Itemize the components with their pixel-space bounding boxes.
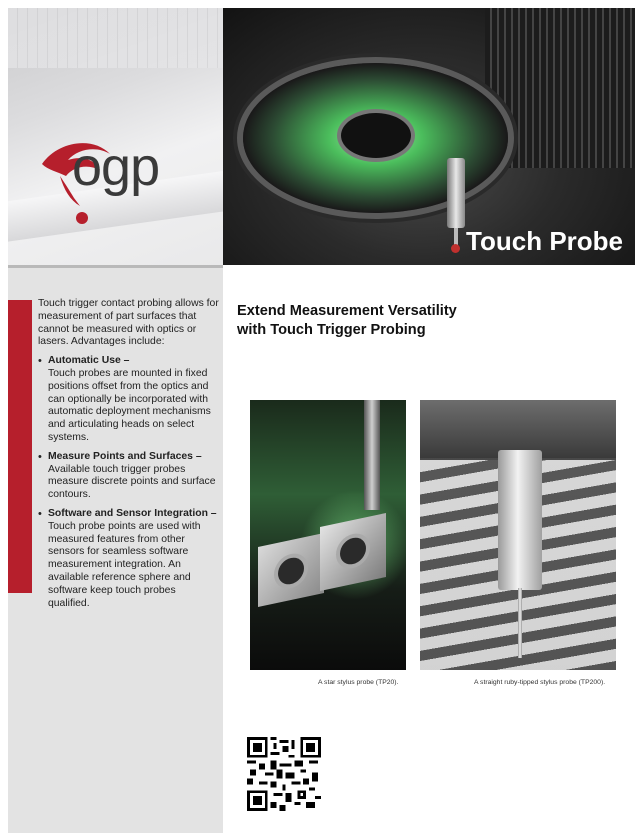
- header-banner: [8, 8, 635, 265]
- probe-stylus: [518, 588, 522, 658]
- list-item-title: • Software and Sensor Integration –: [48, 507, 217, 519]
- list-item: [38, 508, 220, 610]
- figure-caption: A star stylus probe (TP20).: [318, 679, 399, 686]
- accent-bar: [8, 300, 32, 593]
- section-headline: [237, 302, 597, 340]
- page-title: Touch Probe: [466, 226, 623, 256]
- probe-stem: [364, 400, 380, 510]
- figure-caption: A straight ruby-tipped stylus probe (TP200).: [474, 679, 606, 686]
- list-item: [38, 355, 220, 445]
- workpiece-bore: [278, 555, 304, 587]
- sidebar-text: [38, 298, 220, 616]
- figure-straight-stylus-probe: [420, 400, 616, 670]
- list-item-text: Touch probes are mounted in fixed positions offset from the optics and can optionally be incorporated with automatic deployment mechanisms and articulating heads on select systems.: [48, 367, 211, 443]
- list-item-title: • Automatic Use –: [48, 355, 130, 367]
- list-item: [38, 451, 220, 502]
- sidebar-intro: Touch trigger contact probing allows for measurement of part surfaces that cannot be measured with optics or lasers. Advantages include:: [38, 298, 219, 348]
- probe-ruby-tip: [451, 244, 460, 253]
- logo-wordmark: ogp: [72, 137, 160, 197]
- advantages-list: [38, 355, 220, 610]
- headline-line-2: with Touch Trigger Probing: [237, 322, 426, 338]
- probe-body: [498, 450, 542, 590]
- headline-line-1: Extend Measurement Versatility: [237, 303, 457, 319]
- list-item-title: • Measure Points and Surfaces –: [48, 450, 202, 462]
- optics-lens: [341, 113, 411, 158]
- list-item-text: Available touch trigger probes measure discrete points and surface contours.: [48, 463, 216, 501]
- list-item-text: Touch probe points are used with measured features from other sensors for seamless software measurement integration. An available reference sphere and software keep touch probes qualified.: [48, 520, 201, 609]
- panel-texture: [8, 8, 223, 68]
- qr-code-icon[interactable]: [247, 737, 321, 811]
- logo-dot-icon: [76, 212, 88, 224]
- probe-body: [447, 158, 465, 228]
- figure-star-stylus-probe: [250, 400, 406, 670]
- workpiece-block: [258, 533, 324, 607]
- workpiece-bore: [340, 535, 366, 567]
